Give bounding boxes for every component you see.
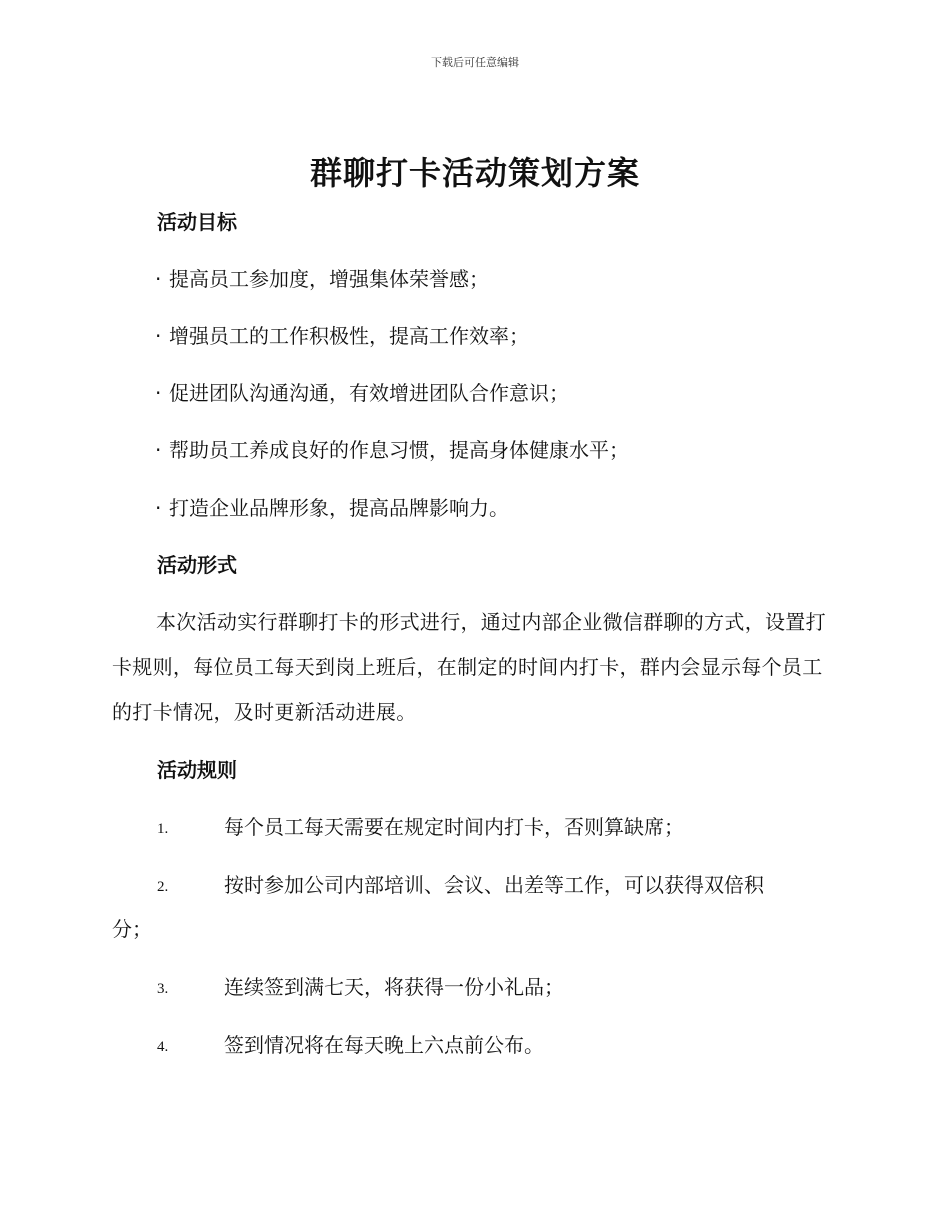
rule-number: 2. [157,879,169,895]
rule-text: 连续签到满七天，将获得一份小礼品； [224,975,564,999]
rule-number: 3. [157,981,169,997]
form-paragraph: 本次活动实行群聊打卡的形式进行，通过内部企业微信群聊的方式，设置打卡规则，每位员工每天到岗上班后，在制定的时间内打卡，群内会显示每个员工的打卡情况，及时更新活动进展。 [112,610,826,724]
goal-text: 提高员工参加度，增强集体荣誉感； [169,267,489,291]
goal-list-item [155,436,629,464]
rule-text: 按时参加公司内部培训、会议、出差等工作，可以获得双倍积 [224,873,764,897]
rule-text: 每个员工每天需要在规定时间内打卡，否则算缺席； [224,815,684,839]
section-heading-form: 活动形式 [157,553,237,577]
goal-text: 帮助员工养成良好的作息习惯，提高身体健康水平； [169,438,629,462]
goal-list-item [155,494,509,522]
goal-text: 打造企业品牌形象，提高品牌影响力。 [169,496,509,520]
rule-text-continuation: 分； [112,917,152,941]
goal-list-item [155,379,569,407]
goal-list-item [155,265,489,293]
goal-list-item [155,322,529,350]
rule-number: 1. [157,821,169,837]
bullet-dot: · [155,267,162,291]
bullet-dot: · [155,496,162,520]
page-header-note: 下载后可任意编辑 [431,56,519,69]
section-heading-rules: 活动规则 [157,758,237,782]
bullet-dot: · [155,381,162,405]
bullet-dot: · [155,438,162,462]
rule-text: 签到情况将在每天晚上六点前公布。 [224,1033,544,1057]
goal-text: 促进团队沟通沟通，有效增进团队合作意识； [169,381,569,405]
section-heading-goals: 活动目标 [157,210,237,234]
goal-text: 增强员工的工作积极性，提高工作效率； [169,324,529,348]
rule-number: 4. [157,1039,169,1055]
page-title: 群聊打卡活动策划方案 [309,154,640,192]
bullet-dot: · [155,324,162,348]
